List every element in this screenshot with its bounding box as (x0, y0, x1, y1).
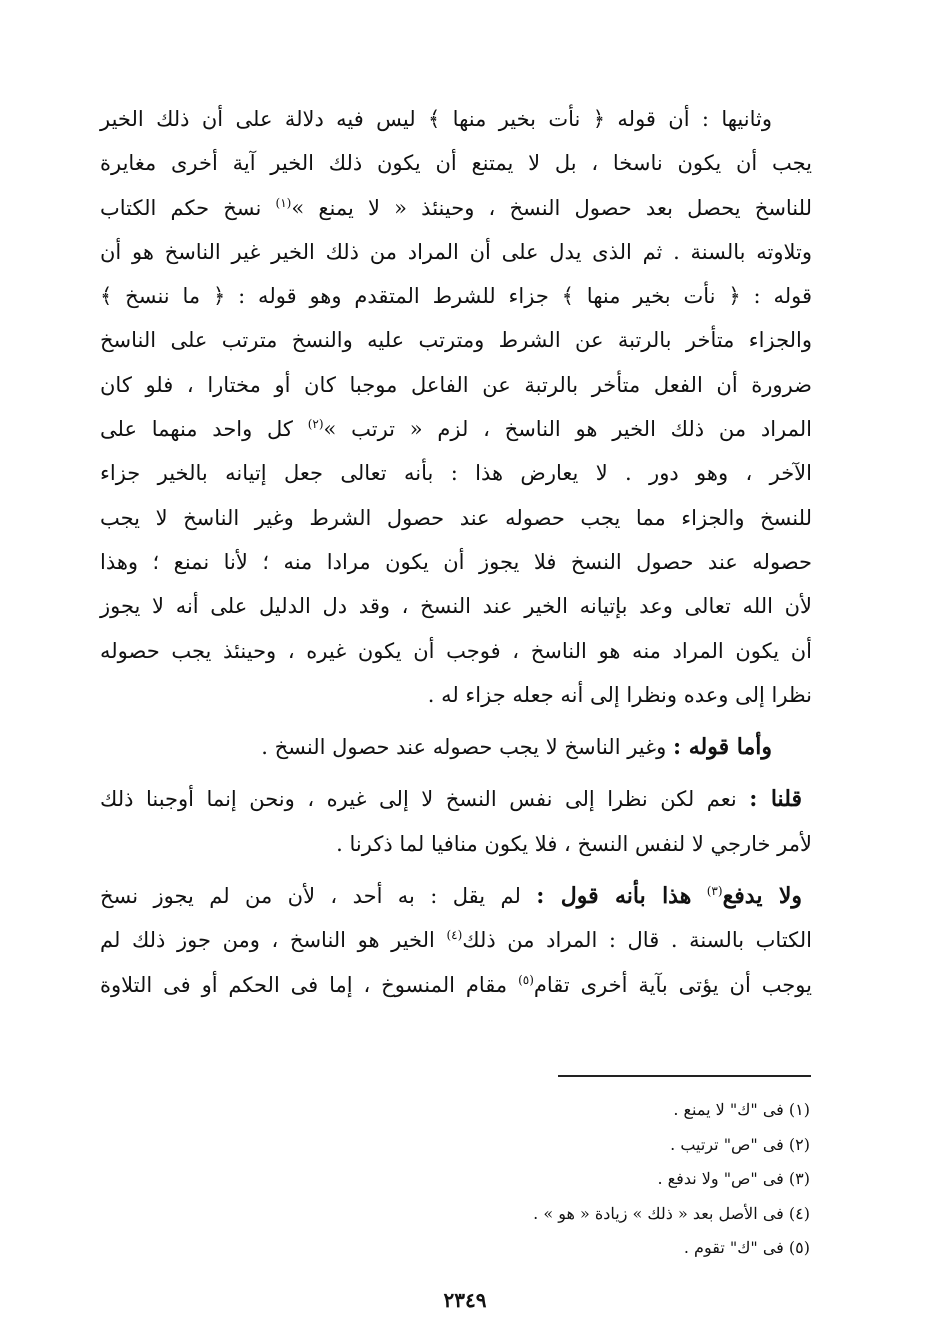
text-segment: كل واحد منهما على (100, 417, 293, 442)
text-line: قوله : ﴿ نأت بخير منها ﴾ جزاء للشرط المتقدم وهو قوله : ﴿ ما ننسخ ﴾ (100, 284, 812, 309)
text-line: وثانيها : أن قوله ﴿ نأت بخير منها ﴾ ليس فيه دلالة على أن ذلك الخير (100, 107, 772, 131)
text-line (100, 918, 812, 962)
footnote-divider (558, 1075, 811, 1077)
text-line: نظرا إلى وعده ونظرا إلى أنه جعله جزاء له . (427, 682, 812, 707)
main-text (100, 97, 812, 1007)
text-line: والجزاء متأخر بالرتبة عن الشرط ومترتب عليه والنسخ مترتب على الناسخ (100, 328, 812, 353)
footnote-ref: (٤) (446, 928, 463, 943)
text-line (100, 963, 812, 1007)
footnotes (300, 1093, 810, 1266)
text-line (100, 874, 812, 918)
footnote-ref: (١) (275, 195, 292, 210)
text-segment: وغير الناسخ لا يجب حصوله عند حصول النسخ . (261, 735, 667, 760)
footnote: (١) فى "ك" لا يمنع . (673, 1100, 810, 1119)
footnote: (٢) فى "ص" ترتيب . (670, 1134, 810, 1154)
text-segment: مقام المنسوخ ، إما فى الحكم أو فى التلاوة (100, 972, 508, 997)
text-line (100, 725, 812, 769)
paragraph-heading: ولا يدفع (722, 883, 802, 910)
text-line (100, 186, 812, 230)
text-line: للنسخ والجزاء مما يجب حصوله عند حصول الشرط وغير الناسخ لا يجب (100, 505, 812, 530)
text-segment: نسخ حكم الكتاب (100, 195, 262, 220)
text-line: لأن الله تعالى وعد بإتيانه الخير عند النسخ ، وقد دل الدليل على أنه لا يجوز (100, 594, 812, 619)
text-segment: يوجب أن يؤتى بآية أخرى تقام (533, 972, 812, 997)
text-line: الآخر ، وهو دور . لا يعارض هذا : بأنه تعالى جعل إتيانه بالخير جزاء (100, 461, 812, 486)
text-line: يجب أن يكون ناسخا ، بل لا يمتنع أن يكون ذلك الخير آية أخرى مغايرة (100, 151, 812, 176)
text-line: ضرورة أن الفعل متأخر بالرتبة عن الفاعل موجبا كان أو مختارا ، فلو كان (100, 372, 812, 397)
text-line: وتلاوته بالسنة . ثم الذى يدل على أن المراد من ذلك الخير غير الناسخ هو أن (100, 239, 812, 264)
footnote-ref: (٣) (706, 884, 723, 899)
text-segment: نعم لكن نظرا إلى نفس النسخ لا إلى غيره ، ونحن إنما أوجبنا ذلك (100, 787, 737, 812)
footnote: (٤) فى الأصل بعد « ذلك » زيادة « هو » . (533, 1203, 810, 1223)
footnote: (٣) فى "ص" ولا ندفع . (657, 1169, 810, 1188)
paragraph-heading: هذا بأنه قول : (536, 883, 692, 910)
paragraph-heading: قلنا : (749, 786, 802, 813)
page-number: ٢٣٤٩ (443, 1288, 487, 1312)
footnote-ref: (٢) (307, 417, 324, 432)
text-line (100, 777, 812, 821)
text-segment: لم يقل : به أحد ، لأن من لم يجوز نسخ (100, 884, 521, 909)
text-line: حصوله عند حصول النسخ فلا يجوز أن يكون مرادا منه ؛ لأنا نمنع ؛ وهذا (100, 549, 812, 574)
text-segment: الخير هو الناسخ ، ومن جوز ذلك لم (100, 928, 435, 953)
footnote-ref: (٥) (518, 972, 534, 987)
text-segment: للناسخ يحصل بعد حصول النسخ ، وحينئذ « لا يمنع » (291, 195, 812, 220)
text-line: أن يكون المراد منه هو الناسخ ، فوجب أن يكون غيره ، وحينئذ يجب حصوله (100, 638, 812, 663)
text-segment: الكتاب بالسنة . قال : المراد من ذلك (462, 928, 812, 953)
text-line (100, 407, 812, 451)
footnote: (٥) فى "ك" تقوم . (683, 1238, 810, 1257)
paragraph-heading: وأما قوله : (672, 734, 772, 761)
text-line: لأمر خارجي لا لنفس النسخ ، فلا يكون منافيا لما ذكرنا . (336, 831, 812, 856)
text-segment: المراد من ذلك الخير هو الناسخ ، لزم « ترتب » (323, 417, 812, 442)
